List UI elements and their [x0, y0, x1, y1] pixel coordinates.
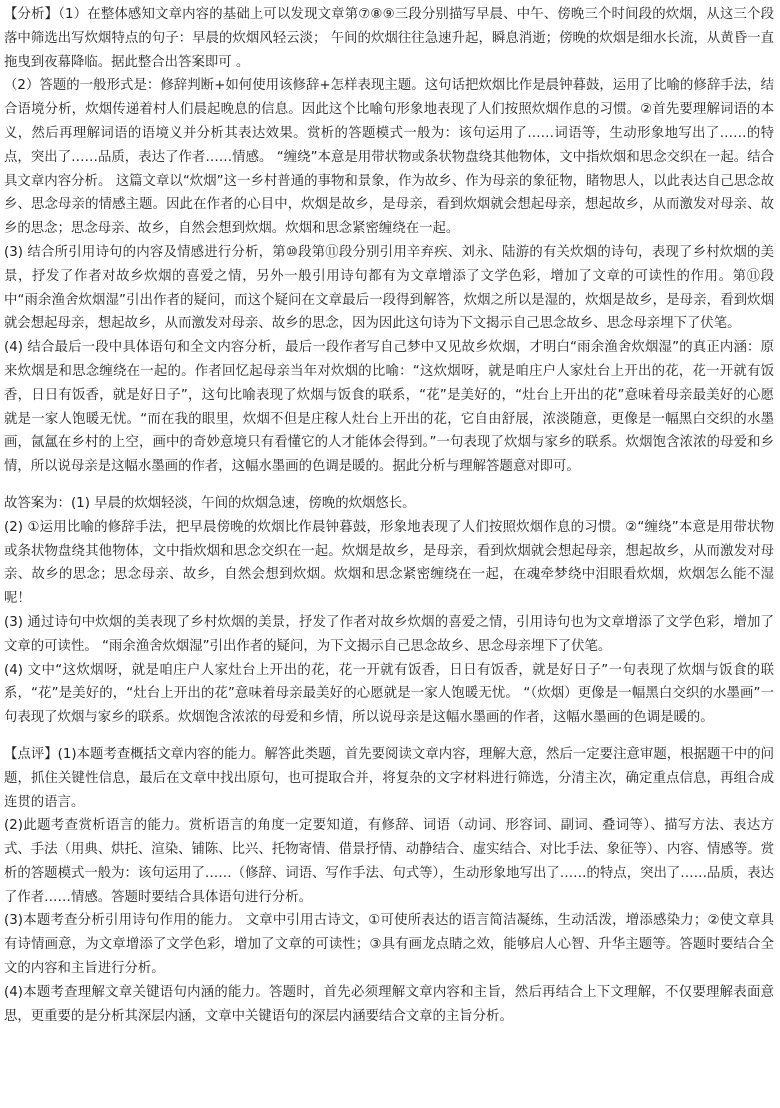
answer-paragraph-4: (4) 文中“这炊烟呀，就是咱庄户人家灶台上开出的花，花一开就有饭香，日日有饭香，就是好日子”一句表现了炊烟与饭食的联系，“花”是美好的，“灶台上开出的花”意味着母亲最美好的心愿就是一家人饱暖无忧。 “（炊烟）更像是一幅黑白交织的水墨画”一句表现了炊烟与家乡的联系。炊烟饱含浓浓的母爱和乡情，所以说母亲是这幅水墨画的作者，这幅水墨画的色调是暖的。 [4, 662, 774, 726]
section-gap [4, 479, 774, 492]
answer-section [4, 492, 774, 730]
analysis-paragraph-4: (4) 结合最后一段中具体语句和全文内容分析，最后一段作者写自己梦中又见故乡炊烟，才明白“雨余渔舍炊烟湿”的真正内涵：原来炊烟是和思念缠绕在一起的。作者回忆起母亲当年对炊烟的比喻：“这炊烟呀，就是咱庄户人家灶台上开出的花，花一开就有饭香，日日有饭香，就是好日子”，这句比喻表现了炊烟与饭食的联系，“花”是美好的，“灶台上开出的花”意味着母亲最美好的心愿就是一家人饱暖无忧。“而在我的眼里，炊烟不但是庄稼人灶台上开出的花，它自由舒展，浓淡随意，更像是一幅黑白交织的水墨画，氤氲在乡村的上空，画中的奇妙意境只有看懂它的人才能体会得到。”一句表现了炊烟与家乡的联系。炊烟饱含浓浓的母爱和乡情，所以说母亲是这幅水墨画的作者，这幅水墨画的色调是暖的。据此分析与理解答题意对即可。 [4, 340, 774, 475]
comment-paragraph-4: (4)本题考查理解文章关键语句内涵的能力。答题时，首先必须理解文章内容和主旨，然后再结合上下文理解，不仅要理解表面意思，更重要的是分析其深层内涵，文章中关键语句的深层内涵要结合文章的主旨分析。 [4, 984, 774, 1024]
analysis-paragraph-3: (3) 结合所引用诗句的内容及情感进行分析，第⑩段第⑪段分别引用辛弃疾、刘永、陆游的有关炊烟的诗句，表现了乡村炊烟的美景，抒发了作者对故乡炊烟的喜爱之情，另外一般引用诗句都有为文章增添了文学色彩，增加了文章的可读性的作用。第⑪段中“雨余渔舍炊烟湿”引出作者的疑问，而这个疑问在文章最后一段得到解答，炊烟之所以是湿的，炊烟是故乡，是母亲，看到炊烟就会想起母亲，想起故乡，从而激发对母亲、故乡的思念，因为因此这句诗为下文揭示自己思念故乡、思念母亲埋下了伏笔。 [4, 244, 774, 332]
answer-paragraph-2: (2) ①运用比喻的修辞手法，把早晨傍晚的炊烟比作晨钟暮鼓，形象地表现了人们按照炊烟作息的习惯。②“缠绕”本意是用带状物或条状物盘绕其他物体，文中指炊烟和思念交织在一起。炊烟是故乡，是母亲，看到炊烟就会想起母亲，想起故乡，从而激发对母亲、故乡的思念；思念母亲、故乡，自然会想到炊烟。炊烟和思念紧密缠绕在一起，在魂牵梦绕中泪眼看炊烟，炊烟怎么能不湿呢！ [4, 519, 774, 607]
answer-paragraph-1: 故答案为：(1) 早晨的炊烟轻淡，午间的炊烟急速，傍晚的炊烟悠长。 [4, 495, 416, 511]
comment-paragraph-2: (2)此题考查赏析语言的能力。赏析语言的角度一定要知道，有修辞、词语（动词、形容词、副词、叠词等）、描写方法、表达方式、手法（用典、烘托、渲染、铺陈、比兴、托物寄情、借景抒情、动静结合、虚实结合、对比手法、象征等）、内容、情感等。赏析的答题模式一般为：该句运用了……（修辞、词语、写作手法、句式等），生动形象地写出了……的特点，突出了……品质，表达了作者……情感。答题时要结合具体语句进行分析。 [4, 818, 774, 905]
analysis-section [4, 3, 774, 479]
section-gap [4, 730, 774, 743]
comment-paragraph-1: 【点评】(1)本题考查概括文章内容的能力。解答此类题，首先要阅读文章内容，理解大意，然后一定要注意审题，根据题干中的问题，抓住关键性信息，最后在文章中找出原句，也可提取合并，将复杂的文字材料进行筛选，分清主次，确定重点信息，再组合成连贯的语言。 [4, 746, 774, 810]
comment-paragraph-3: (3)本题考查分析引用诗句作用的能力。 文章中引用古诗文，①可使所表达的语言简洁凝练，生动活泼，增添感染力；②使文章具有诗情画意，为文章增添了文学色彩，增加了文章的可读性；③具有画龙点睛之效，能够启人心智、升华主题等。答题时要结合全文的内容和主旨进行分析。 [4, 913, 774, 977]
comment-section [4, 743, 774, 1029]
answer-paragraph-3: (3) 通过诗句中炊烟的美表现了乡村炊烟的美景，抒发了作者对故乡炊烟的喜爱之情，引用诗句也为文章增添了文学色彩，增加了文章的可读性。 “雨余渔舍炊烟湿”引出作者的疑问，为下文揭示自己思念故乡、思念母亲埋下了伏笔。 [4, 614, 774, 654]
analysis-paragraph-1: 【分析】（1）在整体感知文章内容的基础上可以发现文章第⑦⑧⑨三段分别描写早晨、中午、傍晚三个时间段的炊烟，从这三个段落中筛选出写炊烟特点的句子：早晨的炊烟风轻云淡； 午间的炊烟往往急速升起，瞬息消逝；傍晚的炊烟是细水长流，从黄昏一直拖曳到夜幕降临。据此整合出答案即可 。 [4, 7, 774, 70]
analysis-paragraph-2: （2）答题的一般形式是：修辞判断+如何使用该修辞+怎样表现主题。这句话把炊烟比作是晨钟暮鼓，运用了比喻的修辞手法，结合语境分析，炊烟传递着村人们晨起晚息的信息。因此这个比喻句形象地表现了人们按照炊烟作息的习惯。②首先要理解词语的本义，然后再理解词语的语境义并分析其表达效果。赏析的答题模式一般为：该句运用了……词语等，生动形象地写出了……的特点，突出了……品质，表达了作者……情感。 “缠绕”本意是用带状物或条状物盘绕其他物体，文中指炊烟和思念交织在一起。结合具文章内容分析。 这篇文章以“炊烟”这一乡村普通的事物和景象，作为故乡、作为母亲的象征物，睹物思人，以此表达自己思念故乡、思念母亲的情感主题。因此在作者的心目中，炊烟是故乡，是母亲，看到炊烟就会想起母亲，想起故乡，从而激发对母亲、故乡的思念；思念母亲、故乡，自然会想到炊烟。炊烟和思念紧密缠绕在一起。 [4, 78, 774, 237]
